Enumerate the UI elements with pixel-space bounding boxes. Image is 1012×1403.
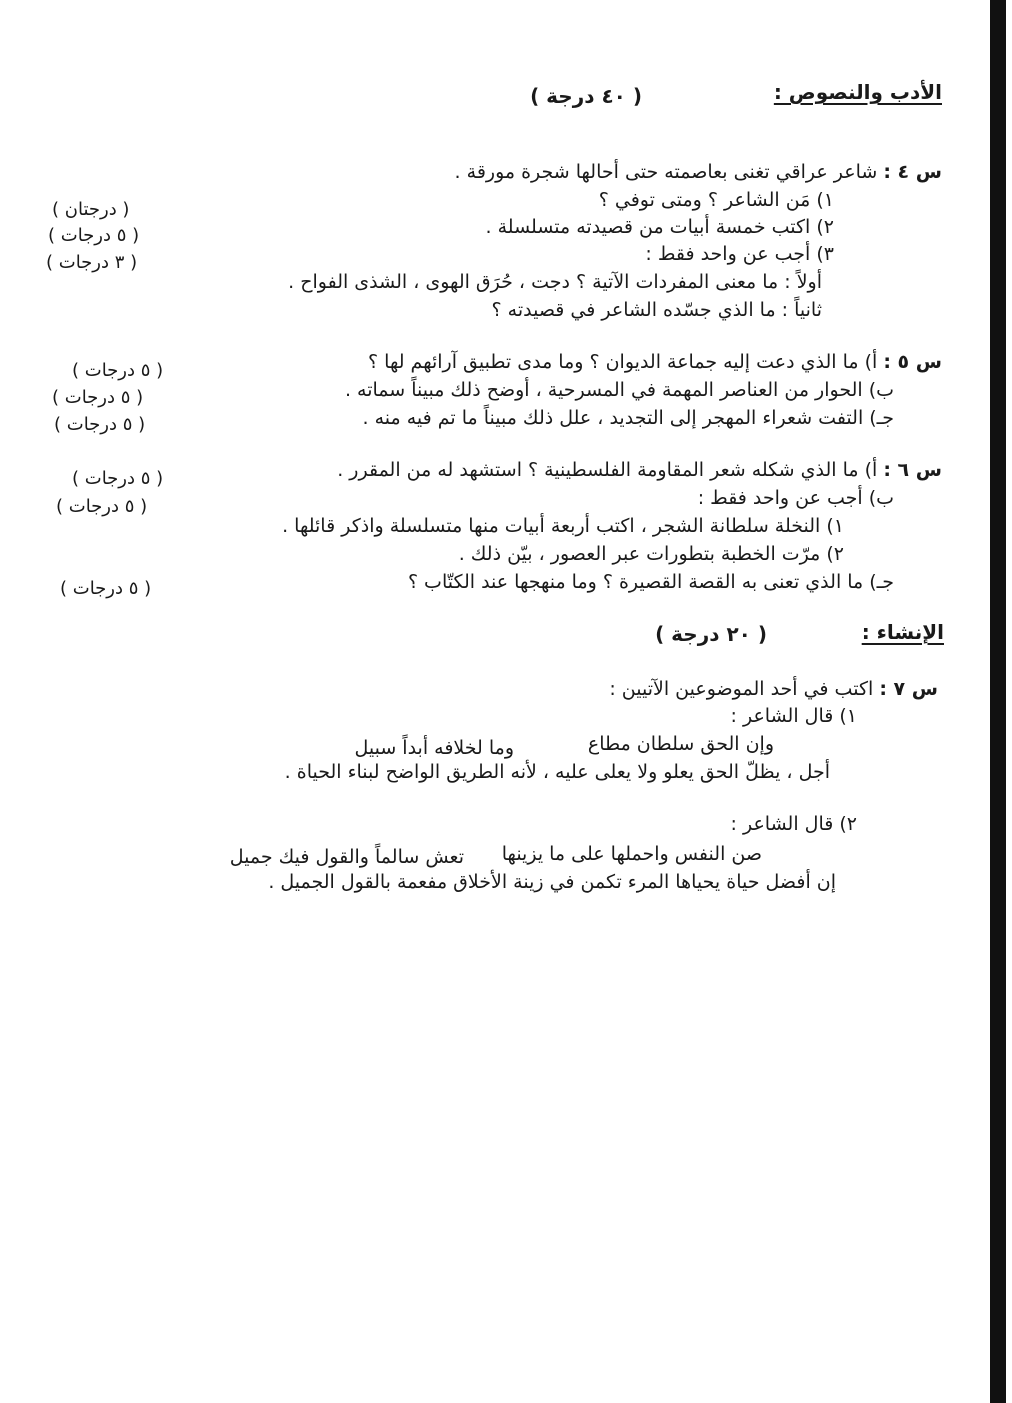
question-4-item-3a: أولاً : ما معنى المفردات الآتية ؟ دجت ، حُرَق الهوى ، الشذى الفواح . [288, 271, 822, 293]
section-marks-composition: ( ٢٠ درجة ) [655, 622, 767, 646]
question-6-item-b: ب) أجب عن واحد فقط : [697, 487, 894, 509]
question-4-row [455, 160, 942, 184]
question-4-label: س ٤ : [883, 161, 942, 183]
question-6-item-b2: ٢) مرّت الخطبة بتطورات عبر العصور ، بيّن ذلك . [458, 543, 844, 565]
topic-1-heading: ١) قال الشاعر : [730, 705, 857, 727]
question-7-row [609, 677, 938, 701]
question-4-item-3b: ثانياً : ما الذي جسّده الشاعر في قصيدته ؟ [491, 299, 822, 321]
topic-1-verse-second: وما لخلافه أبداً سبيل [354, 737, 514, 759]
section-title-composition: الإنشاء : [861, 620, 944, 644]
question-4-item-3: ٣) أجب عن واحد فقط : [645, 243, 834, 265]
question-4-intro: شاعر عراقي تغنى بعاصمته حتى أحالها شجرة مورقة . [454, 161, 878, 183]
question-5-item-a: أ) ما الذي دعت إليه جماعة الديوان ؟ وما مدى تطبيق آرائهم لها ؟ [368, 351, 878, 373]
question-4-item-2: ٢) اكتب خمسة أبيات من قصيدته متسلسلة . [485, 216, 834, 238]
topic-2-heading: ٢) قال الشاعر : [730, 813, 857, 835]
question-5-row-a [368, 350, 942, 374]
question-6-item-c: جـ) ما الذي تعنى به القصة القصيرة ؟ وما منهجها عند الكتّاب ؟ [407, 571, 894, 593]
question-7-intro: اكتب في أحد الموضوعين الآتيين : [609, 678, 874, 700]
question-4-grade-3: ( ٣ درجات ) [46, 252, 138, 273]
topic-2-verse-second: تعش سالماً والقول فيك جميل [229, 846, 464, 868]
question-4-item-1: ١) مَن الشاعر ؟ ومتى توفي ؟ [598, 189, 834, 211]
topic-1-comment: أجل ، يظلّ الحق يعلو ولا يعلى عليه ، لأنه الطريق الواضح لبناء الحياة . [284, 761, 830, 783]
question-4-grade-1: ( درجتان ) [52, 199, 130, 220]
question-6-grade-b: ( ٥ درجات ) [56, 496, 148, 517]
question-5-grade-b: ( ٥ درجات ) [52, 387, 144, 408]
question-5-item-c: جـ) التفت شعراء المهجر إلى التجديد ، علل ذلك مبيناً ما تم فيه منه . [362, 407, 894, 429]
topic-2-comment: إن أفضل حياة يحياها المرء تكمن في زينة الأخلاق مفعمة بالقول الجميل . [268, 871, 836, 893]
section-marks-literature: ( ٤٠ درجة ) [530, 84, 642, 108]
topic-2-verse-first: صن النفس واحملها على ما يزينها [501, 843, 762, 865]
topic-1-verse-first: وإن الحق سلطان مطاع [587, 733, 774, 755]
question-5-item-b: ب) الحوار من العناصر المهمة في المسرحية ، أوضح ذلك مبيناً سماته . [344, 379, 894, 401]
question-6-item-a: أ) ما الذي شكله شعر المقاومة الفلسطينية ؟ استشهد له من المقرر . [337, 459, 878, 481]
question-5-grade-c: ( ٥ درجات ) [54, 414, 146, 435]
question-6-item-b1: ١) النخلة سلطانة الشجر ، اكتب أربعة أبيات منها متسلسلة واذكر قائلها . [282, 515, 844, 537]
question-6-grade-a: ( ٥ درجات ) [72, 468, 164, 489]
scan-edge [990, 0, 1006, 1403]
question-5-label: س ٥ : [883, 351, 942, 373]
question-6-grade-c: ( ٥ درجات ) [60, 578, 152, 599]
question-7-label: س ٧ : [879, 678, 938, 700]
question-5-grade-a: ( ٥ درجات ) [72, 360, 164, 381]
section-title-literature: الأدب والنصوص : [773, 80, 942, 104]
question-4-grade-2: ( ٥ درجات ) [48, 225, 140, 246]
question-6-row-a [337, 458, 942, 482]
question-6-label: س ٦ : [883, 459, 942, 481]
